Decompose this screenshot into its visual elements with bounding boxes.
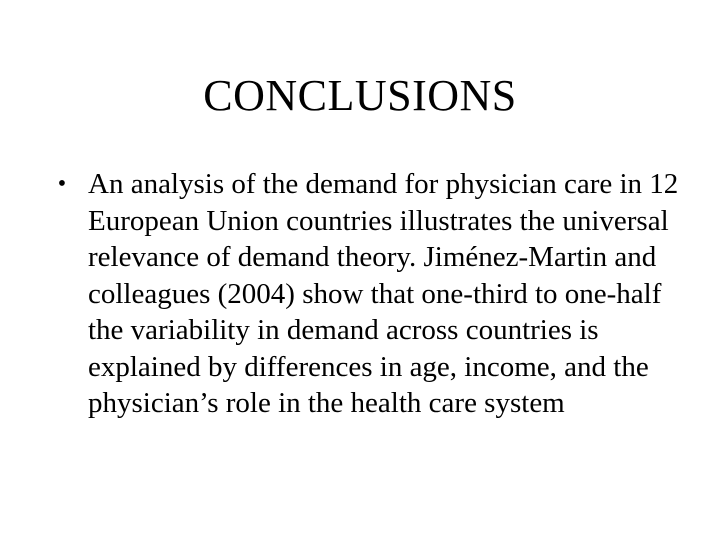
bullet-list <box>52 166 682 422</box>
slide-title: CONCLUSIONS <box>203 71 517 120</box>
bullet-marker: • <box>57 171 67 197</box>
bullet-item <box>52 166 682 422</box>
bullet-text: An analysis of the demand for physician care in 12 European Union countries illustrates the universal relevance of demand theory. Jiménez-Martin and colleagues (2004) show that one-third to one-half the variability in demand across countries is explained by differences in age, income, and the physician’s role in the health care system <box>88 168 679 419</box>
